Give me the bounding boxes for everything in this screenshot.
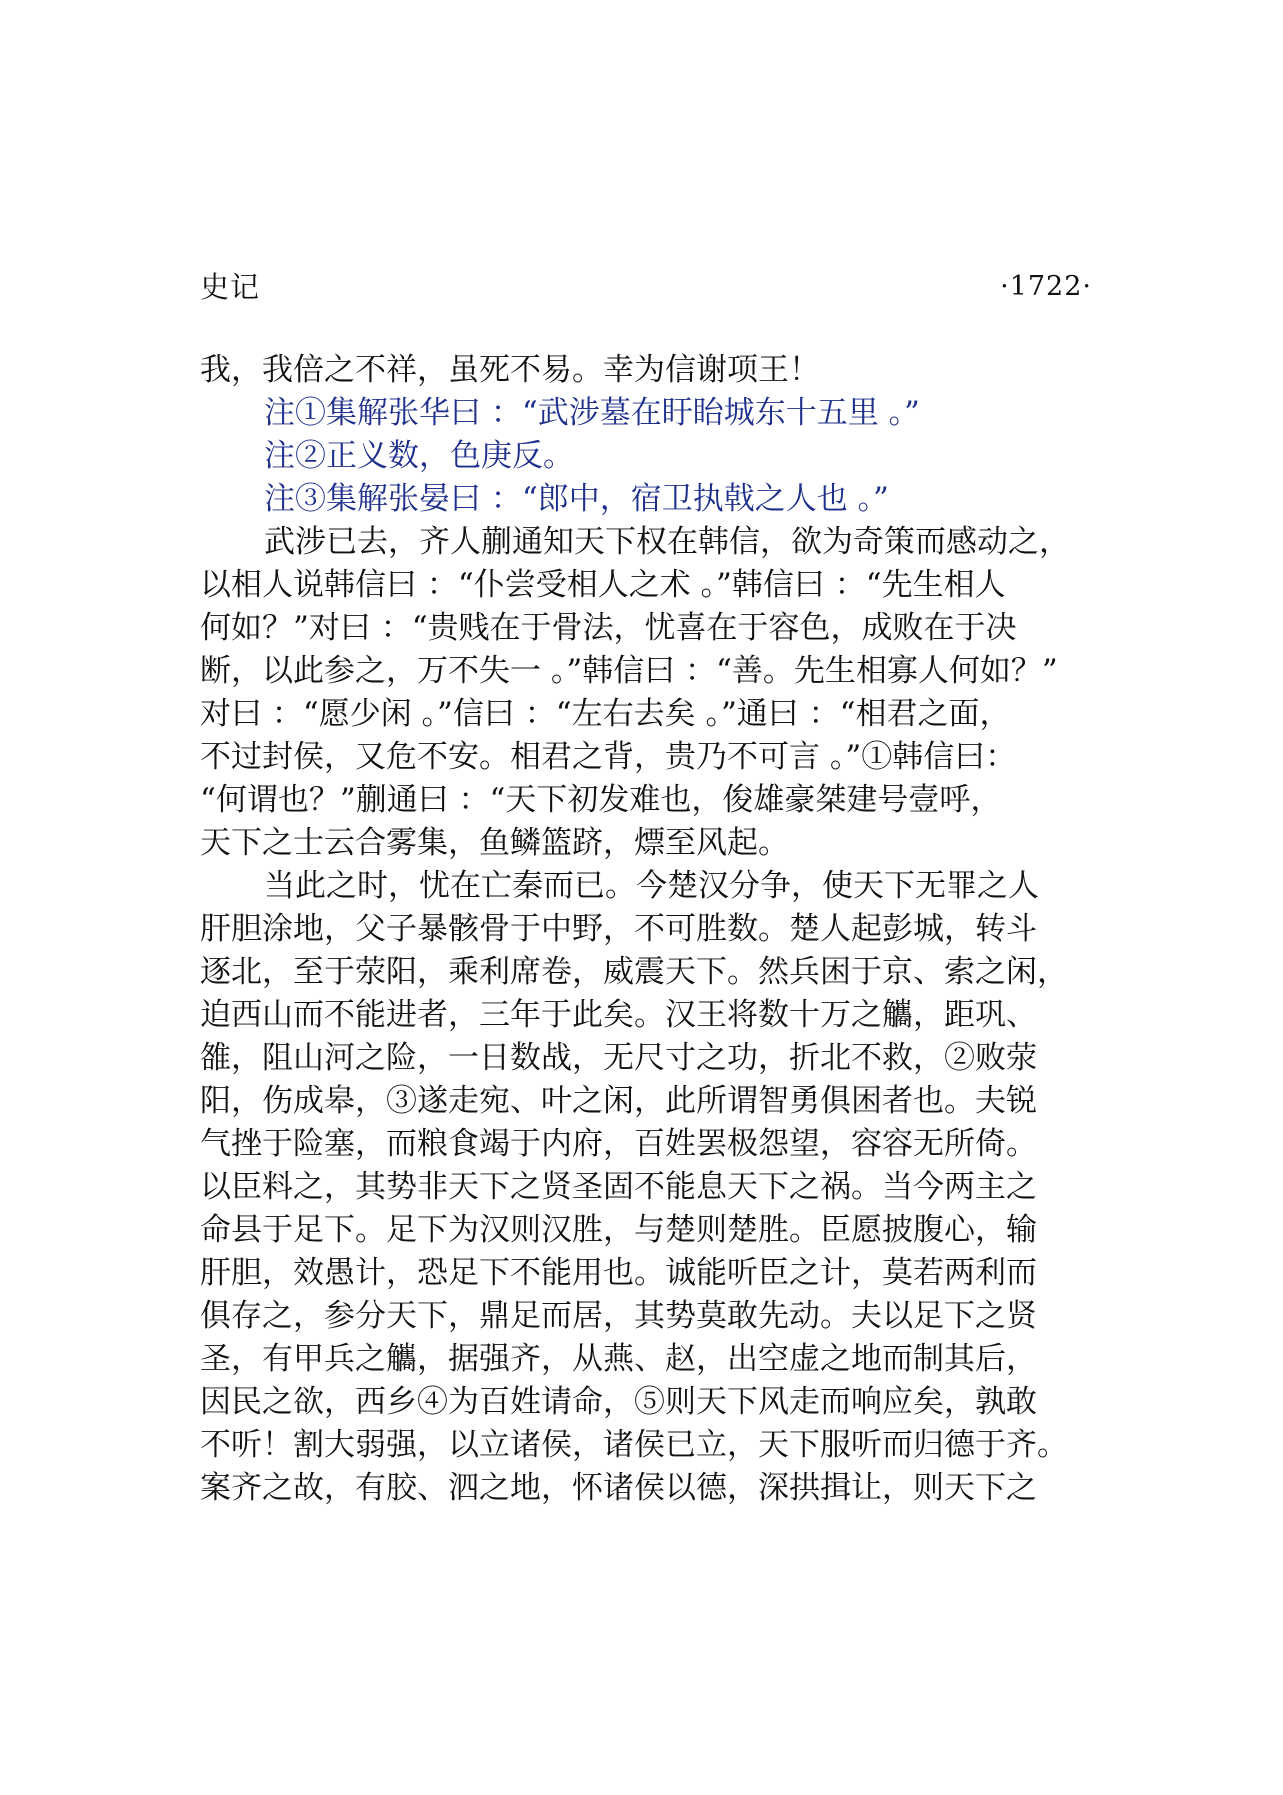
text-line: 阳，伤成皋，③遂走宛、叶之闲，此所谓智勇俱困者也。夫锐 [200,1083,1037,1119]
text-line: 圣，有甲兵之觿，据强齐，从燕、赵，出空虚之地而制其后， [200,1341,1037,1377]
text-line: 断，以此参之，万不失一 。”韩信曰 ：“善。先生相寡人何如？” [200,653,1058,689]
text-line: 命县于足下。足下为汉则汉胜，与楚则楚胜。臣愿披腹心，输 [200,1212,1037,1248]
text-line: 我，我倍之不祥，虽死不易。幸为信谢项王！ [200,352,820,388]
text-line: 不听！割大弱强，以立诸侯，诸侯已立，天下服听而归德于齐。 [200,1427,1068,1463]
text-line: 肝胆涂地，父子暴骸骨于中野，不可胜数。楚人起彭城，转斗 [200,911,1037,947]
running-header-title: 史记 [200,270,261,304]
text-line: 逐北，至于荥阳，乘利席卷，威震天下。然兵困于京、索之闲， [200,954,1068,990]
text-line: 迫西山而不能进者，三年于此矣。汉王将数十万之觿，距巩、 [200,997,1037,1033]
text-line: 雒，阻山河之险，一日数战，无尺寸之功，折北不救，②败荥 [200,1040,1037,1076]
body-text [200,349,1098,1510]
text-line: 俱存之，参分天下，鼎足而居，其势莫敢先动。夫以足下之贤 [200,1298,1037,1334]
footnote-line: 注②正义数，色庚反。 [264,438,574,474]
text-line: 以相人说韩信曰 ：“仆尝受相人之术 。”韩信曰 ：“先生相人 [200,567,1006,603]
text-line: 以臣料之，其势非天下之贤圣固不能息天下之祸。当今两主之 [200,1169,1037,1205]
text-line: 对曰 ：“愿少闲 。”信曰 ：“左右去矣 。”通曰 ：“相君之面， [200,696,1011,732]
text-line: 不过封侯，又危不安。相君之背，贵乃不可言 。”①韩信曰： [200,739,1017,775]
text-line: 肝胆，效愚计，恐足下不能用也。诚能听臣之计，莫若两利而 [200,1255,1037,1291]
footnote-line: 注①集解张华曰 ：“武涉墓在盱眙城东十五里 。” [264,395,920,431]
text-line: 何如？”对曰 ：“贵贱在于骨法，忧喜在于容色，成败在于决 [200,610,1017,646]
text-line: 天下之士云合雾集，鱼鳞篮跻，熛至风起。 [200,825,789,861]
text-line: 因民之欲，西乡④为百姓请命，⑤则天下风走而响应矣，孰敢 [200,1384,1037,1420]
paragraph-first-line: 武涉已去，齐人蒯通知天下权在韩信，欲为奇策而感动之， [264,524,1070,560]
text-line: “何谓也？”蒯通曰 ：“天下初发难也，俊雄豪桀建号壹呼， [200,782,1002,818]
text-line: 气挫于险塞，而粮食竭于内府，百姓罢极怨望，容容无所倚。 [200,1126,1037,1162]
page-number: ·1722· [1000,271,1092,302]
text-line: 案齐之故，有胶、泗之地，怀诸侯以德，深拱揖让，则天下之 [200,1470,1037,1506]
paragraph-first-line: 当此之时，忧在亡秦而已。今楚汉分争，使天下无罪之人 [264,868,1039,904]
footnote-line: 注③集解张晏曰 ：“郎中，宿卫执戟之人也 。” [264,481,889,517]
